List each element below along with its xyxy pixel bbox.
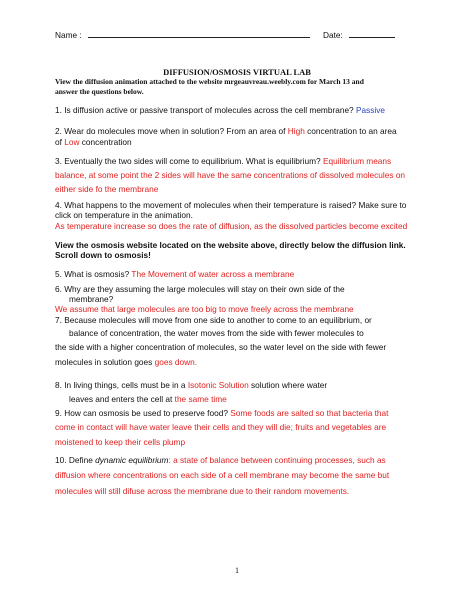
page-number: 1 [235, 566, 239, 575]
osmosis-heading-2: Scroll down to osmosis! [55, 250, 151, 260]
question-10-answer-2: diffusion where concentrations on each side of a cell membrane may become the same but [55, 470, 390, 480]
question-1-answer: Passive [356, 105, 386, 115]
question-8-line-1: 8. In living things, cells must be in a Isotonic Solution solution where water [55, 380, 328, 390]
question-5: 5. What is osmosis? The Movement of water across a membrane [55, 269, 295, 279]
question-4-line-1: 4. What happens to the movement of molecules when their temperature is raised? Make sure to [55, 200, 407, 210]
question-3-answer-3: either side fo the membrane [55, 184, 159, 194]
question-6-answer: We assume that large molecules are too big to move freely across the membrane [55, 304, 354, 314]
question-6-line-2: membrane? [69, 294, 114, 304]
question-3-answer-1: Equilibrium means [322, 156, 392, 166]
osmosis-heading-1: View the osmosis website located on the website above, directly below the diffusion link. [55, 240, 406, 250]
question-10-term: dynamic equilibrium [95, 455, 169, 465]
question-2-answer-1: High [287, 126, 305, 136]
page-title: DIFFUSION/OSMOSIS VIRTUAL LAB [163, 67, 311, 77]
question-1 [55, 105, 385, 115]
question-7-line-2: balance of concentration, the water moves from the side with fewer molecules to [69, 328, 364, 338]
question-3-line-1: 3. Eventually the two sides will come to equilibrium. What is equilibrium? Equilibrium means [55, 156, 392, 166]
question-3-answer-2: balance, at some point the 2 sides will have the same concentrations of dissolved molecules on [55, 170, 406, 180]
question-10-answer-1: : a state of balance between continuing processes, such as [168, 455, 386, 465]
question-2-answer-2: Low [64, 137, 80, 147]
name-line[interactable] [88, 30, 310, 38]
question-2-line-1: 2. Wear do molecules move when in solution? From an area of High concentration to an area [55, 126, 397, 136]
date-line[interactable] [349, 30, 395, 38]
question-1-text: 1. Is diffusion active or passive transport of molecules across the cell membrane? [55, 105, 354, 115]
question-7-line-1: 7. Because molecules will move from one side to another to come to an equilibrium, or [55, 315, 372, 325]
intro-line-2: answer the questions below. [55, 87, 144, 96]
question-9-answer-1: Some foods are salted so that bacteria that [230, 408, 389, 418]
question-10-line-1: 10. Define dynamic equilibrium: a state of balance between continuing processes, such as [55, 455, 386, 465]
question-9-answer-3: moistened to keep their cells plump [55, 437, 186, 447]
question-6-line-1: 6. Why are they assuming the large molecules will stay on their own side of the [55, 284, 345, 294]
question-4-answer: As temperature increase so does the rate of diffusion, as the dissolved particles become excited [55, 221, 408, 231]
date-field [323, 30, 395, 40]
question-10-answer-3: molecules will still difuse across the membrane due to their random movements. [55, 486, 350, 496]
question-7-line-3: the side with a higher concentration of molecules, so the water level on the side with fewer [55, 342, 387, 352]
date-label: Date: [323, 30, 343, 40]
question-7-line-4: molecules in solution goes goes down. [55, 357, 198, 367]
question-7-answer: goes down. [154, 357, 198, 367]
question-5-answer: The Movement of water across a membrane [131, 269, 295, 279]
question-8-answer-2: the same time [174, 394, 227, 404]
question-2-line-2: of Low concentration [55, 137, 132, 147]
question-8-answer-1: Isotonic Solution [187, 380, 249, 390]
question-4-line-2: click on temperature in the animation. [55, 210, 193, 220]
intro-line-1: View the diffusion animation attached to the website mrgeauvreau.weebly.com for March 13 and [55, 77, 364, 86]
question-8-line-2: leaves and enters the cell at the same time [69, 394, 227, 404]
question-9-line-1: 9. How can osmosis be used to preserve food? Some foods are salted so that bacteria that [55, 408, 389, 418]
name-label: Name : [55, 30, 82, 40]
question-9-answer-2: come in contact will have water leave their cells and they will die; fruits and vegetables are [55, 422, 387, 432]
name-field [55, 30, 310, 40]
